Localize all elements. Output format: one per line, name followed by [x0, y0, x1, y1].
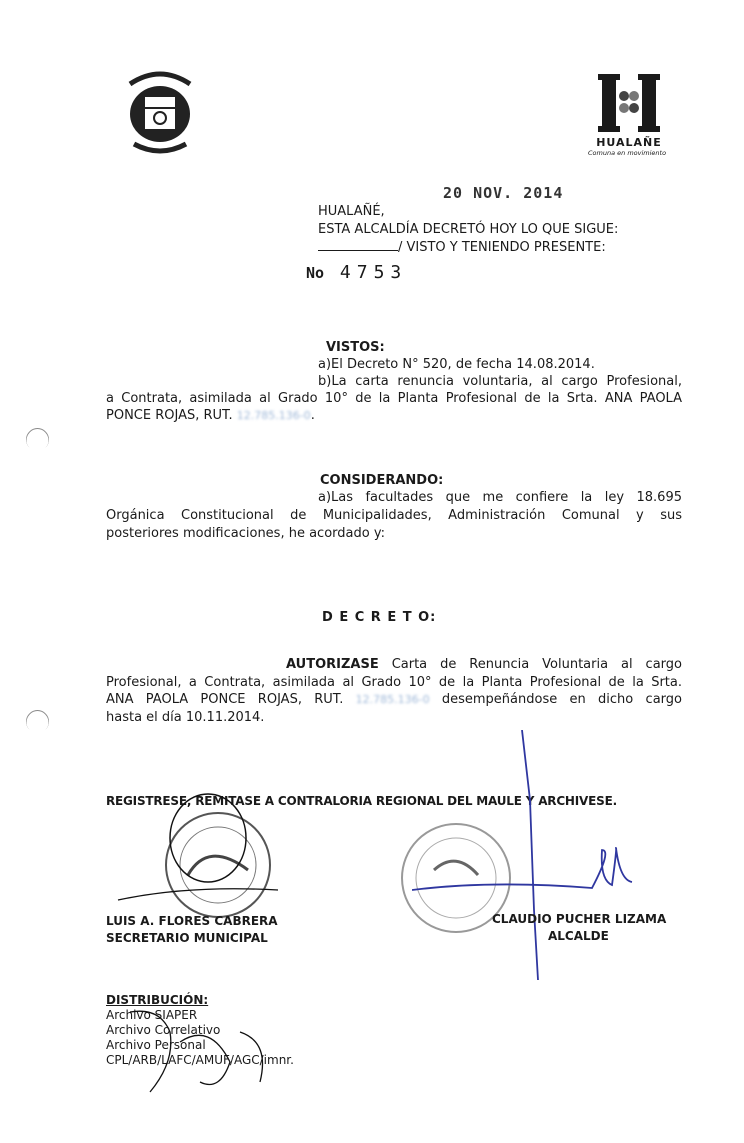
- preamble-line3-text: / VISTO Y TENIENDO PRESENTE:: [398, 240, 606, 255]
- vistos-b3-text: PONCE ROJAS, RUT.: [106, 408, 233, 423]
- decreto-l4: hasta el día 10.11.2014.: [106, 710, 265, 725]
- decreto-l3a: ANA PAOLA PONCE ROJAS, RUT.: [106, 692, 344, 707]
- blank-line: [318, 250, 398, 251]
- vistos-rut: 12.785.136-0: [236, 409, 311, 422]
- decreto-l1: Carta de Renuncia Voluntaria al cargo: [391, 657, 682, 672]
- mayor-signature: [412, 730, 672, 990]
- vistos-b1: b)La carta renuncia voluntaria, al cargo Profesional,: [318, 374, 682, 389]
- decreto-heading: D E C R E T O:: [322, 610, 437, 625]
- date-stamp: 20 NOV. 2014: [443, 184, 564, 202]
- decreto-l2: Profesional, a Contrata, asimilada al Grado 10° de la Planta Profesional de la Srta.: [106, 675, 682, 690]
- crest-icon: [120, 66, 200, 162]
- distribution-item-1: Archivo SIAPER: [106, 1008, 198, 1022]
- punch-hole-top: [21, 423, 54, 456]
- decreto-line1: [286, 657, 682, 672]
- decreto-lead: AUTORIZASE: [286, 657, 379, 672]
- right-signer-title: ALCALDE: [548, 929, 609, 943]
- decree-number-value: 4753: [339, 262, 408, 283]
- considerando-a2: Orgánica Constitucional de Municipalidades, Administración Comunal y sus: [106, 508, 682, 523]
- vistos-b3: [106, 408, 315, 423]
- vistos-b3-end: .: [310, 408, 315, 423]
- municipal-seal: [120, 66, 200, 162]
- left-signer-title: SECRETARIO MUNICIPAL: [106, 931, 268, 945]
- considerando-heading: CONSIDERANDO:: [320, 473, 444, 488]
- distribution-item-4: CPL/ARB/LAFC/AMUF/AGC/imnr.: [106, 1053, 294, 1067]
- distribution-item-2: Archivo Correlativo: [106, 1023, 221, 1037]
- distribution-item-3: Archivo Personal: [106, 1038, 206, 1052]
- closing-line: REGISTRESE, REMITASE A CONTRALORIA REGIONAL DEL MAULE Y ARCHIVESE.: [106, 794, 617, 808]
- vistos-a: a)El Decreto N° 520, de fecha 14.08.2014.: [318, 357, 595, 372]
- left-signer-name: LUIS A. FLORES CABRERA: [106, 914, 278, 928]
- secretary-signature: [108, 790, 288, 930]
- logo-tagline: Comuna en movimiento: [588, 149, 667, 157]
- distribution-initials-scribble: [120, 1002, 300, 1102]
- considerando-a3: posteriores modificaciones, he acordado y:: [106, 526, 385, 541]
- punch-hole-bottom: [21, 705, 54, 738]
- logo-name: HUALAÑE: [596, 136, 662, 149]
- vistos-heading: VISTOS:: [326, 340, 385, 355]
- distribution-heading: DISTRIBUCIÓN:: [106, 993, 209, 1007]
- preamble-line1: HUALAÑÉ,: [318, 204, 385, 219]
- decree-number: [306, 262, 407, 283]
- decreto-l3b: desempeñándose en dicho cargo: [441, 692, 682, 707]
- decree-number-prefix: No: [306, 264, 325, 282]
- decreto-line3: [106, 692, 682, 707]
- right-signer-name: CLAUDIO PUCHER LIZAMA: [492, 912, 667, 926]
- considerando-a1: a)Las facultades que me confiere la ley 18.695: [318, 490, 682, 505]
- preamble-line3: [318, 240, 606, 255]
- preamble-line2: ESTA ALCALDÍA DECRETÓ HOY LO QUE SIGUE:: [318, 222, 619, 237]
- hualane-logo: [588, 72, 667, 157]
- hualane-h-icon: [598, 72, 660, 134]
- decreto-rut: 12.785.136-0: [355, 693, 430, 706]
- vistos-b2: a Contrata, asimilada al Grado 10° de la Planta Profesional de la Srta. ANA PAOLA: [106, 391, 682, 406]
